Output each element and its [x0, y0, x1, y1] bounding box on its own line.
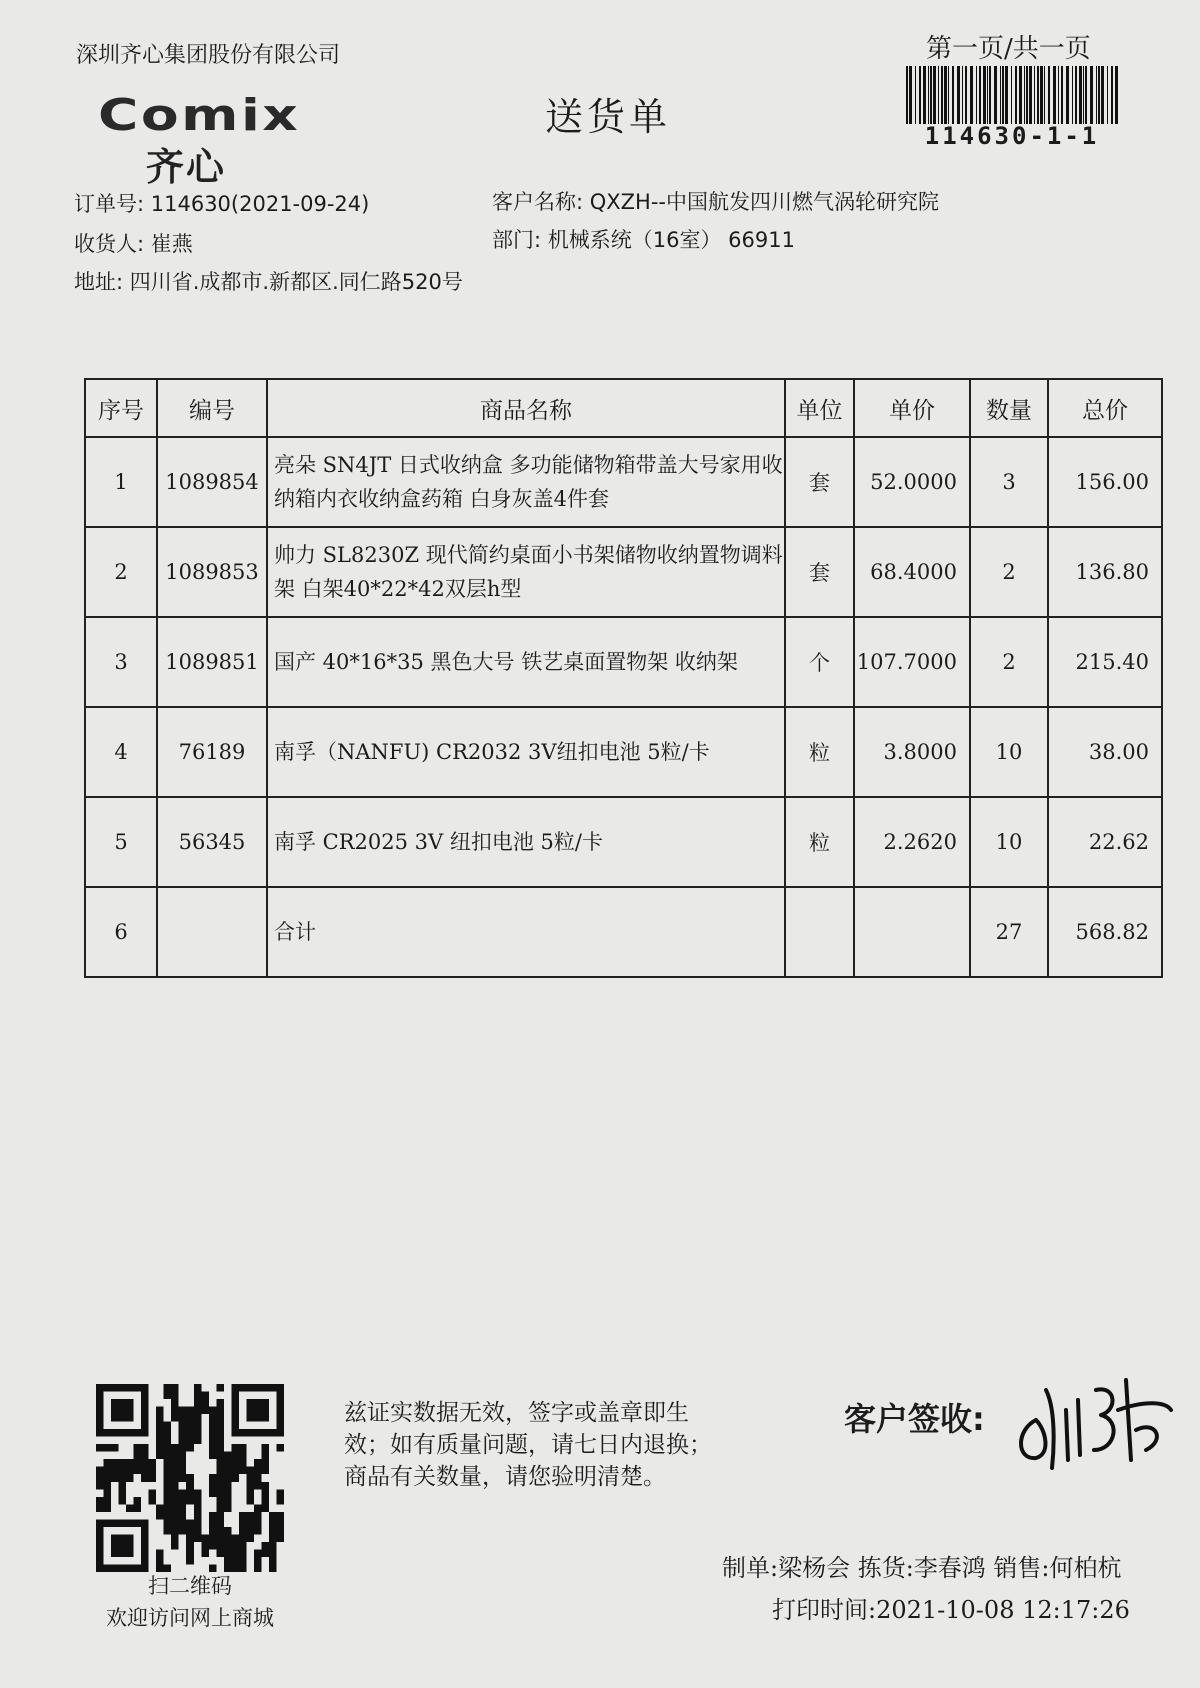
company-name: 深圳齐心集团股份有限公司: [76, 43, 341, 68]
barcode-bar: [909, 66, 912, 124]
barcode-bar: [989, 66, 991, 124]
barcode-bar: [1085, 66, 1087, 124]
barcode-bar: [952, 66, 954, 124]
qr-code[interactable]: [96, 1384, 284, 1572]
barcode-bar: [962, 66, 963, 124]
table-row: [85, 527, 1162, 617]
cell-total: 38.00: [1048, 707, 1162, 797]
header-seq: 序号: [85, 379, 157, 437]
barcode-bar: [983, 66, 986, 124]
cell-product-name: 帅力 SL8230Z 现代简约桌面小书架储物收纳置物调料架 白架40*22*42双层h型: [267, 527, 785, 617]
cell-total: 22.62: [1048, 797, 1162, 887]
barcode-bar: [1029, 66, 1032, 124]
barcode-bar: [1111, 66, 1113, 124]
barcode-bar: [1053, 66, 1056, 124]
cell-quantity-total: 27: [970, 887, 1048, 977]
table-row: [85, 797, 1162, 887]
barcode-bar: [1090, 66, 1093, 124]
barcode-bar: [1024, 66, 1025, 124]
barcode-bar: [1061, 66, 1063, 124]
barcode-bar: [1098, 66, 1100, 124]
department: 部门: 机械系统（16室） 66911: [492, 228, 795, 252]
header-product-name: 商品名称: [267, 379, 785, 437]
barcode-bar: [987, 66, 988, 124]
table-row: [85, 617, 1162, 707]
barcode-bar: [1000, 66, 1001, 124]
notice-line-2: 效；如有质量问题，请七日内退换；: [344, 1432, 712, 1458]
receiver: 收货人: 崔燕: [74, 232, 193, 256]
barcode-bar: [1044, 66, 1045, 124]
barcode-bar: [1101, 66, 1104, 124]
barcode-bar: [944, 66, 947, 124]
qr-caption: 扫二维码: [148, 1574, 232, 1598]
barcode-bar: [976, 66, 977, 124]
barcode-bar: [1107, 66, 1108, 124]
qr-caption-mall: 欢迎访问网上商城: [106, 1606, 274, 1630]
cell-unit: 套: [785, 527, 854, 617]
barcode-bar: [1083, 66, 1084, 124]
cell-quantity: 2: [970, 527, 1048, 617]
cell-code: 76189: [157, 707, 267, 797]
table-row: [85, 707, 1162, 797]
notice-line-1: 兹证实数据无效，签字或盖章即生: [344, 1400, 689, 1426]
cell-unit-price: 3.8000: [854, 707, 970, 797]
barcode-bar: [994, 66, 997, 124]
cell-grand-total: 568.82: [1048, 887, 1162, 977]
cell-total: 156.00: [1048, 437, 1162, 527]
cell-product-name: 亮朵 SN4JT 日式收纳盒 多功能储物箱带盖大号家用收纳箱内衣收纳盒药箱 白身灰盖4件套: [267, 437, 785, 527]
barcode-bar: [970, 66, 973, 124]
goods-table: [84, 378, 1163, 978]
table-row: [85, 437, 1162, 527]
barcode-bar: [941, 66, 943, 124]
cell-code: 1089854: [157, 437, 267, 527]
barcode-bar: [1037, 66, 1039, 124]
cell-seq: 3: [85, 617, 157, 707]
cell-code: 1089851: [157, 617, 267, 707]
cell-unit-price: 52.0000: [854, 437, 970, 527]
cell-quantity: 2: [970, 617, 1048, 707]
header-code: 编号: [157, 379, 267, 437]
notice-line-3: 商品有关数量，请您验明清楚。: [344, 1464, 666, 1490]
address: 地址: 四川省.成都市.新都区.同仁路520号: [74, 270, 463, 294]
cell-quantity: 10: [970, 797, 1048, 887]
barcode-bar: [928, 66, 929, 124]
logo-latin-text: Comix: [98, 90, 301, 141]
barcode-bar: [1015, 66, 1017, 124]
barcode-bar: [1075, 66, 1077, 124]
cell-seq: 5: [85, 797, 157, 887]
cell-unit: 粒: [785, 707, 854, 797]
barcode-bar: [1115, 66, 1118, 124]
barcode-bar: [1034, 66, 1035, 124]
cell-unit-price: [854, 887, 970, 977]
comix-logo: [98, 90, 328, 189]
staff-info: 制单:梁杨会 拣货:李春鸿 销售:何柏杭: [722, 1554, 1122, 1582]
print-time: 打印时间:2021-10-08 12:17:26: [772, 1596, 1130, 1624]
cell-code: 56345: [157, 797, 267, 887]
barcode-bar: [979, 66, 981, 124]
cell-quantity: 10: [970, 707, 1048, 797]
cell-seq: 4: [85, 707, 157, 797]
barcode-bar: [915, 66, 916, 124]
barcode-number: 114630-1-1: [924, 122, 1100, 150]
order-number: 订单号: 114630(2021-09-24): [74, 192, 370, 216]
cell-quantity: 3: [970, 437, 1048, 527]
cell-unit: [785, 887, 854, 977]
barcode-bar: [1072, 66, 1073, 124]
cell-unit-price: 68.4000: [854, 527, 970, 617]
header-unit-price: 单价: [854, 379, 970, 437]
barcode-bar: [1079, 66, 1082, 124]
header-unit: 单位: [785, 379, 854, 437]
barcode-bar: [1026, 66, 1028, 124]
header-total: 总价: [1048, 379, 1162, 437]
handwritten-signature: [1006, 1350, 1176, 1480]
barcode-bar: [933, 66, 936, 124]
cell-unit-price: 2.2620: [854, 797, 970, 887]
cell-product-name: 南孚 CR2025 3V 纽扣电池 5粒/卡: [267, 797, 785, 887]
barcode-bar: [1040, 66, 1043, 124]
barcode-bar: [930, 66, 932, 124]
barcode-bar: [1002, 66, 1004, 124]
barcode-bar: [957, 66, 960, 124]
barcode-bar: [906, 66, 908, 124]
cell-unit-price: 107.7000: [854, 617, 970, 707]
barcode-bar: [919, 66, 921, 124]
cell-code: [157, 887, 267, 977]
barcode-bar: [1048, 66, 1050, 124]
table-total-row: [85, 887, 1162, 977]
barcode: [904, 66, 1120, 124]
barcode-bar: [923, 66, 926, 124]
barcode-bar: [1019, 66, 1022, 124]
barcode-bar: [1005, 66, 1008, 124]
barcode-bar: [1096, 66, 1097, 124]
cell-seq: 6: [85, 887, 157, 977]
cell-total-label: 合计: [267, 887, 785, 977]
logo-chinese-text: 齐心: [146, 145, 227, 189]
cell-total: 136.80: [1048, 527, 1162, 617]
cell-unit: 套: [785, 437, 854, 527]
cell-unit: 个: [785, 617, 854, 707]
customer-signature-label: 客户签收:: [844, 1400, 985, 1438]
cell-product-name: 南孚（NANFU) CR2032 3V纽扣电池 5粒/卡: [267, 707, 785, 797]
cell-unit: 粒: [785, 797, 854, 887]
barcode-bar: [1058, 66, 1059, 124]
barcode-bar: [1011, 66, 1012, 124]
table-header-row: [85, 379, 1162, 437]
header-quantity: 数量: [970, 379, 1048, 437]
barcode-bar: [965, 66, 967, 124]
cell-seq: 2: [85, 527, 157, 617]
cell-seq: 1: [85, 437, 157, 527]
cell-code: 1089853: [157, 527, 267, 617]
cell-total: 215.40: [1048, 617, 1162, 707]
barcode-bar: [938, 66, 939, 124]
page-indicator: 第一页/共一页: [926, 34, 1091, 64]
customer-name: 客户名称: QXZH--中国航发四川燃气涡轮研究院: [492, 190, 939, 214]
document-title: 送货单: [545, 95, 672, 139]
barcode-bar: [948, 66, 949, 124]
barcode-bar: [1066, 66, 1069, 124]
cell-product-name: 国产 40*16*35 黑色大号 铁艺桌面置物架 收纳架: [267, 617, 785, 707]
